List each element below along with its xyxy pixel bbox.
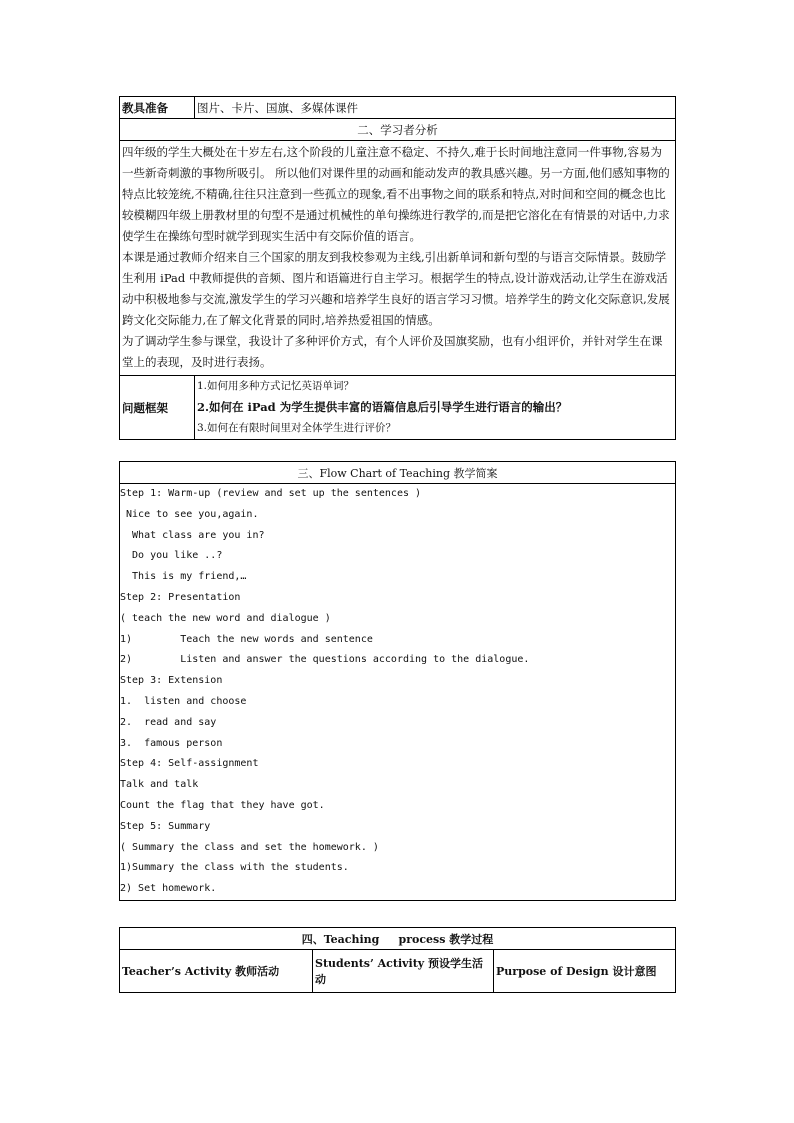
flow-line: 1. listen and choose	[120, 695, 247, 707]
flow-line: This is my friend,…	[120, 571, 247, 583]
flow-line: Do you like ..?	[120, 550, 223, 562]
flow-chart-heading-row	[120, 462, 676, 484]
flow-line: ( Summary the class and set the homework. )	[120, 841, 379, 853]
teaching-process-heading-row	[120, 928, 676, 950]
teaching-process-columns-row	[120, 950, 676, 993]
question-framework-list	[195, 376, 676, 440]
flow-line: Step 5: Summary	[120, 820, 211, 832]
question-item: 2.如何在 iPad 为学生提供丰富的语篇信息后引导学生进行语言的输出？	[197, 400, 568, 414]
flow-line: Nice to see you,again.	[120, 508, 259, 520]
question-item: 1.如何用多种方式记忆英语单词？	[197, 380, 355, 392]
flow-line: 2) Listen and answer the questions according to the dialogue.	[120, 654, 530, 666]
learner-analysis-heading-row	[120, 119, 676, 141]
learner-analysis-body	[120, 141, 676, 376]
teaching-aids-row	[120, 97, 676, 119]
flow-line: What class are you in?	[120, 529, 265, 541]
teaching-aids-value: 图片、卡片、国旗、多媒体课件	[195, 97, 676, 119]
analysis-paragraph: 为了调动学生参与课堂，我设计了多种评价方式，有个人评价及国旗奖励，也有小组评价，并针对学生在课堂上的表现，及时进行表扬。	[122, 334, 663, 369]
flow-line: Talk and talk	[120, 779, 199, 791]
flow-line: 1)Summary the class with the students.	[120, 862, 349, 874]
question-item: 3.如何在有限时间里对全体学生进行评价？	[197, 422, 397, 434]
flow-chart-body-row	[120, 484, 676, 901]
flow-line: 2. read and say	[120, 716, 217, 728]
teaching-process-heading: 四、Teaching process 教学过程	[120, 928, 676, 950]
flow-line: ( teach the new word and dialogue )	[120, 612, 331, 624]
student-activity-header: Students’ Activity 预设学生活动	[313, 950, 494, 993]
learner-analysis-heading: 二、学习者分析	[120, 119, 676, 141]
question-framework-label: 问题框架	[120, 376, 195, 440]
preparation-analysis-table	[119, 96, 676, 440]
design-purpose-header: Purpose of Design 设计意图	[494, 950, 676, 993]
learner-analysis-body-row	[120, 141, 676, 376]
flow-chart-body	[120, 484, 676, 901]
flow-line: 1) Teach the new words and sentence	[120, 633, 373, 645]
flow-line: 2) Set homework.	[120, 883, 217, 895]
flow-line: Count the flag that they have got.	[120, 799, 325, 811]
flow-line: Step 1: Warm-up (review and set up the sentences )	[120, 488, 422, 499]
flow-line: Step 2: Presentation	[120, 591, 241, 603]
teaching-process-table	[119, 927, 676, 993]
teaching-aids-label: 教具准备	[120, 97, 195, 119]
flow-line: 3. famous person	[120, 737, 223, 749]
analysis-paragraph: 本课是通过教师介绍来自三个国家的朋友到我校参观为主线,引出新单词和新句型的与语言交际情景。鼓励学生利用 iPad 中教师提供的音频、图片和语篇进行自主学习。根据学生的特点,设计游戏活动,让学生在游戏活动中积极地参与交流,激发学生的学习兴趣和培养学生良好的语言学习习惯。培养学生的跨文化交际意识,发展跨文化交际能力,在了解文化背景的同时,培养热爱祖国的情感。	[122, 250, 670, 327]
flow-line: Step 4: Self-assignment	[120, 758, 259, 770]
flow-chart-heading: 三、Flow Chart of Teaching 教学简案	[120, 462, 676, 484]
analysis-paragraph: 四年级的学生大概处在十岁左右,这个阶段的儿童注意不稳定、不持久,难于长时间地注意同一件事物,容易为一些新奇刺激的事物所吸引。 所以他们对课件里的动画和能动发声的教具感兴趣。另一方面,他们感知事物的特点比较笼统,不精确,往往只注意到一些孤立的现象,看不出事物之间的联系和特点,对时间和空间的概念也比较模糊四年级上册教材里的句型不是通过机械性的单句操练进行教学的,而是把它溶化在有情景的对话中,力求使学生在操练句型时就学到现实生活中有交际价值的语言。	[122, 145, 670, 243]
teacher-activity-header: Teacher’s Activity 教师活动	[120, 950, 313, 993]
question-framework-row	[120, 376, 676, 440]
flow-line: Step 3: Extension	[120, 675, 223, 687]
flow-chart-table	[119, 461, 676, 901]
